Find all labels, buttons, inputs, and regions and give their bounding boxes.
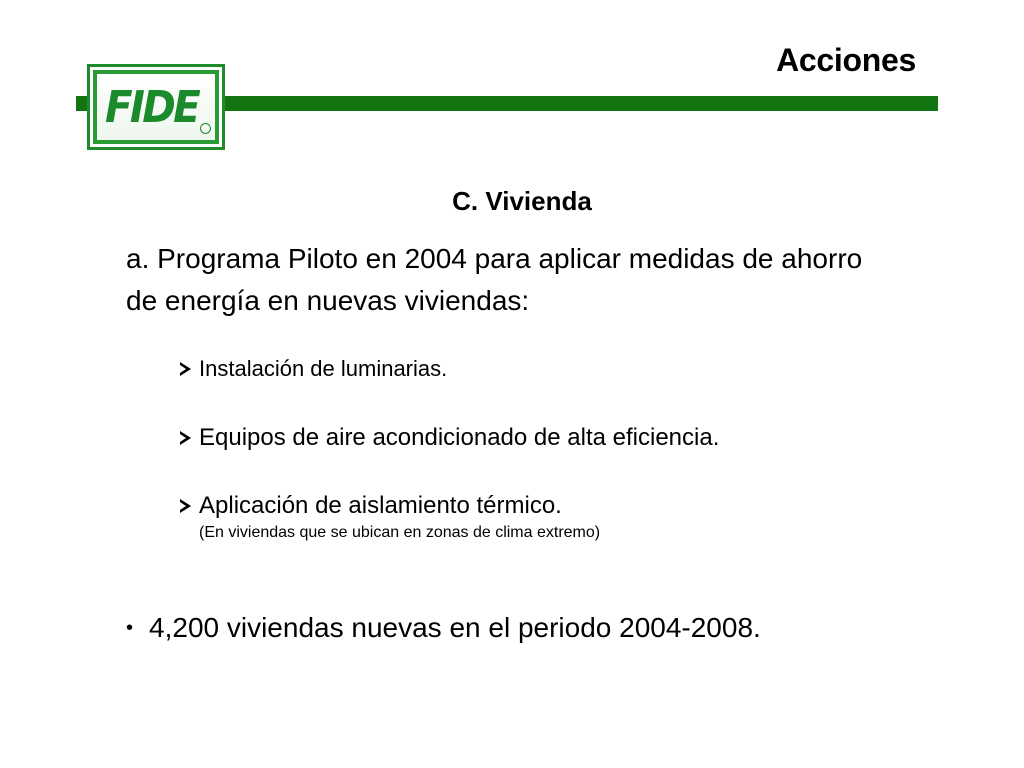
list-item	[180, 492, 562, 520]
logo-seal-icon	[200, 123, 211, 134]
arrow-bullet-icon	[180, 499, 191, 513]
summary-bullet-text: 4,200 viviendas nuevas en el periodo 2004-2008.	[149, 612, 761, 643]
arrow-bullet-icon	[180, 431, 191, 445]
bullet-dot-icon: •	[126, 616, 134, 639]
intro-paragraph: a. Programa Piloto en 2004 para aplicar medidas de ahorro de energía en nuevas viviendas:	[126, 243, 863, 316]
slide-title: Acciones	[776, 42, 916, 78]
list-item	[180, 424, 719, 452]
logo-frame	[93, 70, 219, 144]
list-item-text: Aplicación de aislamiento térmico.	[199, 492, 562, 519]
arrow-bullet-icon	[180, 362, 191, 376]
list-item-note: (En viviendas que se ubican en zonas de clima extremo)	[199, 524, 601, 541]
fide-logo	[87, 64, 225, 150]
section-heading: C. Vivienda	[452, 186, 592, 216]
list-item-text: Equipos de aire acondicionado de alta eficiencia.	[199, 424, 720, 451]
list-item	[180, 356, 447, 382]
list-item-text: Instalación de luminarias.	[199, 356, 448, 381]
logo-text: FIDE	[105, 81, 199, 133]
logo-face	[97, 74, 215, 140]
summary-bullet	[126, 612, 761, 644]
